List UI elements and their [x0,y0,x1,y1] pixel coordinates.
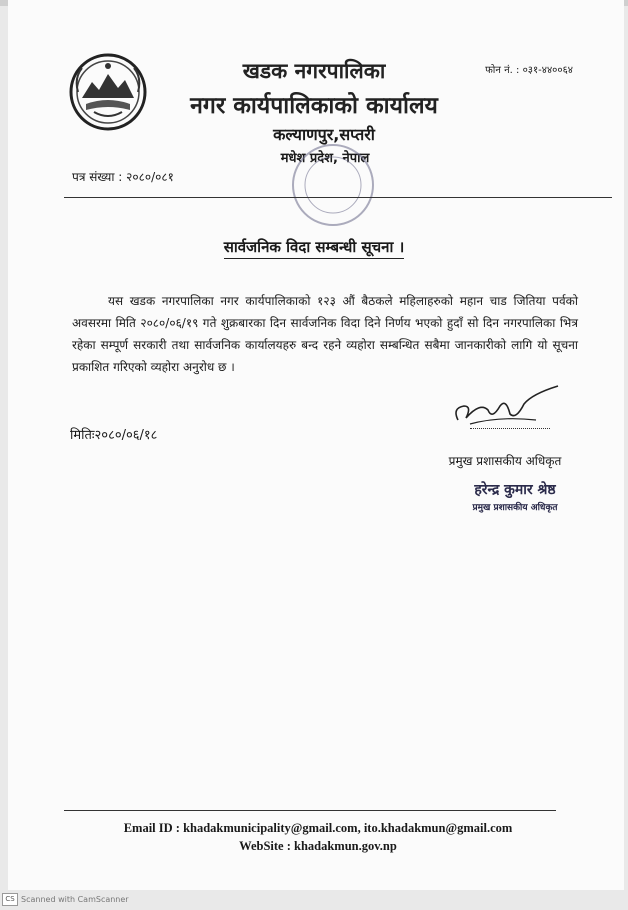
handwritten-signature [440,380,570,440]
scanner-watermark [2,893,129,906]
footer-divider [64,810,556,811]
subject-text: सार्वजनिक विदा सम्बन्धी सूचना । [224,238,405,259]
header-divider [64,197,612,198]
scanner-text: Scanned with CamScanner [21,895,129,904]
footer-website: WebSite : khadakmun.gov.np [239,839,397,853]
notice-date: मितिः२०८०/०६/१८ [70,428,158,443]
phone-number: फोन नं. : ०३१-४४००६४ [485,65,573,76]
signatory-title: प्रमुख प्रशासकीय अधिकृत [448,454,562,468]
notice-subject [0,237,628,257]
office-seal [288,140,378,230]
notice-body: यस खडक नगरपालिका नगर कार्यपालिकाको १२३ औं बैठकले महिलाहरुको महान चाड जितिया पर्वको अवसरमा मिति २०८०/०६/१९ गते शुक्रबारका दिन सार्वजनिक विदा दिने निर्णय भएको हुदाँ सो दिन नगरपालिका भित्र रहेका सम्पूर्ण सरकारी तथा सार्वजनिक कार्यालयहरु बन्द रहने व्यहोरा सम्बन्धित सबैमा जानकारीको लागि यो सूचना प्रकाशित गरिएको व्यहोरा अनुरोध छ । [72,294,578,374]
municipality-name: खडक नगरपालिका [242,59,386,83]
office-province: मधेश प्रदेश, नेपाल [280,151,370,166]
stamp-title: प्रमुख प्रशासकीय अधिकृत [472,503,558,513]
office-name: नगर कार्यपालिकाको कार्यालय [190,93,438,119]
office-location: कल्याणपुर,सप्तरी [273,125,375,144]
footer-email: Email ID : khadakmunicipality@gmail.com, ito.khadakmun@gmail.com [123,821,513,835]
camscanner-icon: CS [2,893,18,906]
stamp-name: हरेन्द्र कुमार श्रेष्ठ [474,482,556,498]
reference-number: पत्र संख्या : २०८०/०८१ [72,170,174,184]
signature-line [470,428,550,429]
